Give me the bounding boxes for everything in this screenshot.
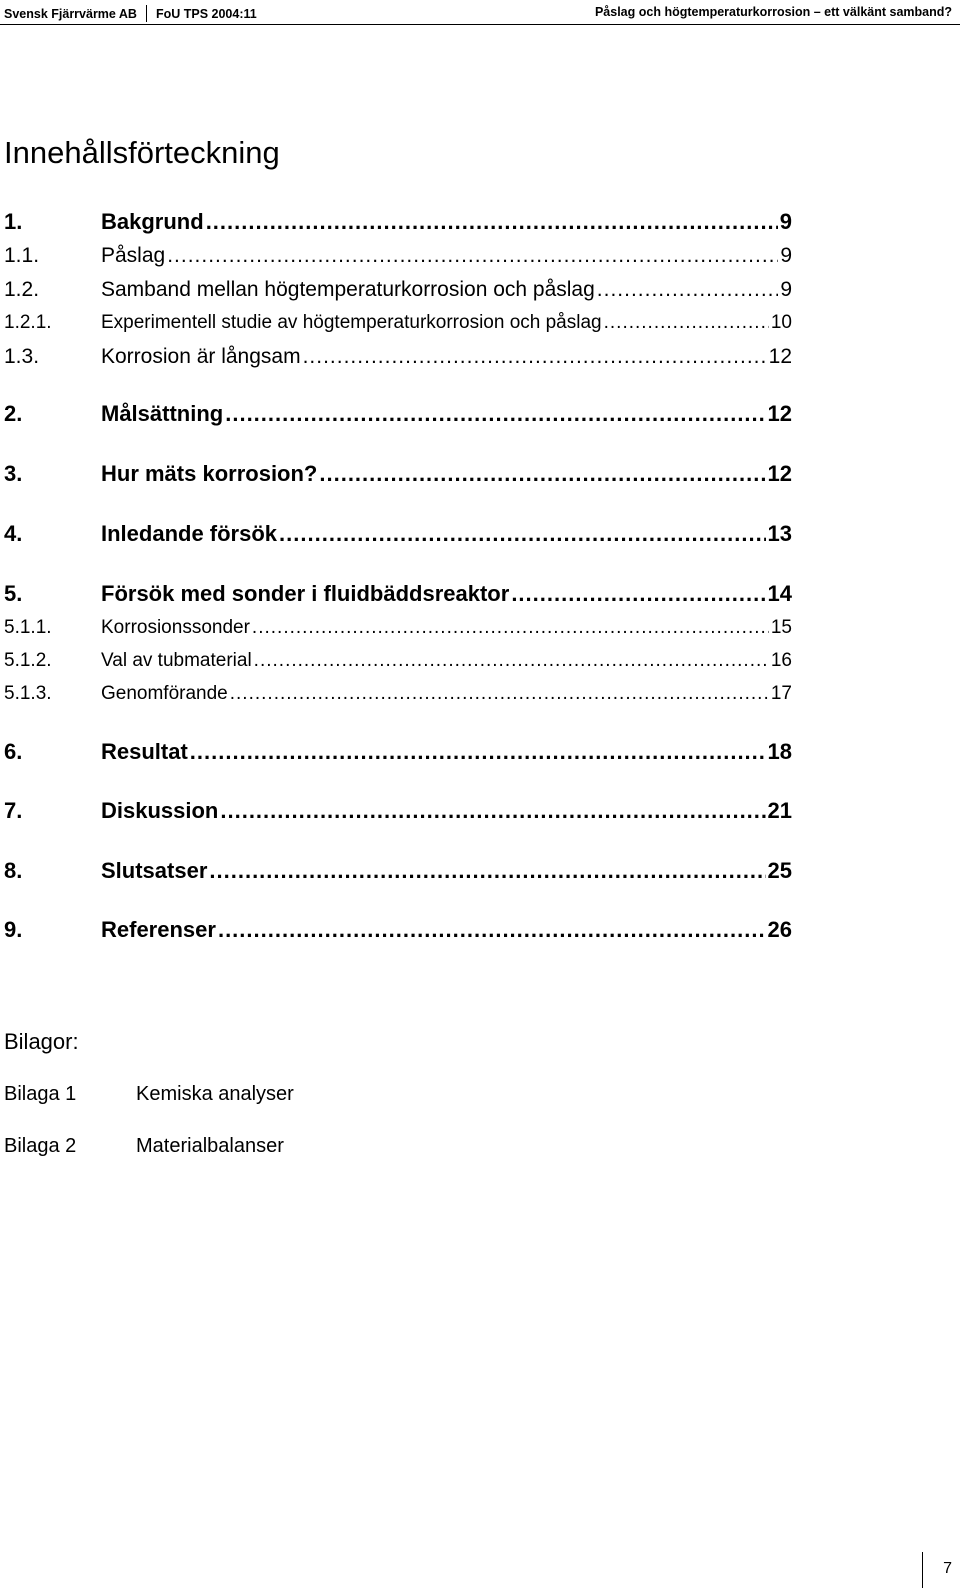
toc-entry-title: Påslag (101, 244, 166, 267)
appendix-label: Bilaga 2 (4, 1135, 77, 1157)
toc-entry-title: Försök med sonder i fluidbäddsreaktor (101, 581, 510, 606)
toc-entry-number: 1.2.1. (4, 312, 52, 333)
toc-leader-dots (319, 461, 765, 487)
toc-entry-page: 10 (770, 312, 792, 333)
toc-entry-title: Hur mäts korrosion? (101, 461, 318, 486)
toc-leader-dots (604, 312, 769, 334)
toc-leader-dots (279, 521, 765, 547)
toc-entry[interactable] (4, 521, 792, 553)
toc-entry-page: 14 (767, 581, 792, 606)
toc-entry[interactable] (4, 244, 792, 276)
appendix-item (4, 1083, 294, 1106)
toc-entry-page: 9 (780, 244, 792, 267)
header-organization: Svensk Fjärrvärme AB (4, 7, 137, 21)
toc-leader-dots (206, 209, 778, 235)
toc-entry[interactable] (4, 209, 792, 241)
appendix-title: Kemiska analyser (136, 1083, 294, 1105)
toc-entry[interactable] (4, 401, 792, 433)
page-number: 7 (943, 1560, 952, 1577)
toc-leader-dots (303, 345, 767, 369)
toc-entry-number: 1.3. (4, 345, 40, 368)
toc-entry-number: 5.1.3. (4, 683, 52, 704)
toc-entry-page: 17 (770, 683, 792, 704)
toc-leader-dots (597, 278, 779, 302)
toc-entry-number: 1.1. (4, 244, 40, 267)
toc-entry-number: 2. (4, 401, 23, 426)
toc-entry-title: Val av tubmaterial (101, 650, 252, 671)
toc-entry[interactable] (4, 798, 792, 830)
appendix-title: Materialbalanser (136, 1135, 284, 1157)
appendix-item (4, 1135, 284, 1158)
toc-entry[interactable] (4, 278, 792, 310)
toc-leader-dots (511, 581, 765, 607)
toc-leader-dots (209, 858, 765, 884)
toc-entry[interactable] (4, 739, 792, 771)
toc-entry-number: 6. (4, 739, 23, 764)
toc-entry-title: Genomförande (101, 683, 228, 704)
toc-entry-number: 8. (4, 858, 23, 883)
toc-title: Innehållsförteckning (4, 135, 280, 170)
header-report-id: FoU TPS 2004:11 (155, 7, 257, 21)
toc-leader-dots (252, 617, 769, 639)
toc-leader-dots (230, 683, 769, 705)
appendices-title: Bilagor: (4, 1029, 79, 1054)
toc-entry-page: 26 (767, 917, 792, 942)
toc-entry-title: Slutsatser (101, 858, 208, 883)
toc-leader-dots (225, 401, 765, 427)
toc-entry[interactable] (4, 581, 792, 613)
toc-entry[interactable] (4, 858, 792, 890)
toc-entry[interactable] (4, 461, 792, 493)
toc-entry-title: Diskussion (101, 798, 219, 823)
header-left (4, 5, 257, 22)
footer-divider (922, 1552, 923, 1588)
toc-entry-title: Experimentell studie av högtemperaturkorrosion och påslag (101, 312, 602, 333)
toc-leader-dots (254, 650, 769, 672)
toc-entry-number: 5.1.1. (4, 617, 52, 638)
toc-entry[interactable] (4, 650, 792, 682)
toc-leader-dots (218, 917, 766, 943)
toc-entry-page: 25 (767, 858, 792, 883)
toc-entry-number: 5. (4, 581, 23, 606)
toc-entry-page: 13 (767, 521, 792, 546)
toc-entry[interactable] (4, 683, 792, 715)
toc-leader-dots (220, 798, 765, 824)
toc-entry-page: 9 (779, 209, 792, 234)
toc-entry-page: 12 (768, 345, 792, 368)
toc-entry-number: 1.2. (4, 278, 40, 301)
toc-entry-page: 9 (780, 278, 792, 301)
toc-entry-page: 18 (767, 739, 792, 764)
toc-entry-page: 15 (770, 617, 792, 638)
header-separator (146, 5, 147, 22)
toc-entry-page: 12 (767, 461, 792, 486)
toc-entry-number: 3. (4, 461, 23, 486)
page-header (0, 0, 960, 25)
header-rule (0, 24, 960, 25)
toc-entry-title: Bakgrund (101, 209, 204, 234)
toc-entry-title: Korrosion är långsam (101, 345, 301, 368)
toc-entry-number: 7. (4, 798, 23, 823)
toc-leader-dots (167, 244, 778, 268)
toc-entry-title: Inledande försök (101, 521, 278, 546)
toc-entry-page: 21 (767, 798, 792, 823)
header-report-title: Påslag och högtemperaturkorrosion – ett välkänt samband? (594, 5, 952, 19)
toc-entry-number: 9. (4, 917, 23, 942)
toc-entry-title: Samband mellan högtemperaturkorrosion och påslag (101, 278, 595, 301)
toc-entry-title: Korrosionssonder (101, 617, 250, 638)
toc-entry-number: 5.1.2. (4, 650, 52, 671)
toc-entry-page: 16 (770, 650, 792, 671)
toc-entry[interactable] (4, 917, 792, 949)
toc-entry-title: Målsättning (101, 401, 224, 426)
toc-entry[interactable] (4, 345, 792, 377)
toc-entry[interactable] (4, 312, 792, 344)
toc-entry-title: Resultat (101, 739, 188, 764)
toc-entry-number: 1. (4, 209, 23, 234)
toc-entry-number: 4. (4, 521, 23, 546)
toc-leader-dots (190, 739, 766, 765)
toc-entry-title: Referenser (101, 917, 216, 942)
toc-entry[interactable] (4, 617, 792, 649)
appendix-label: Bilaga 1 (4, 1083, 77, 1105)
toc-entry-page: 12 (767, 401, 792, 426)
